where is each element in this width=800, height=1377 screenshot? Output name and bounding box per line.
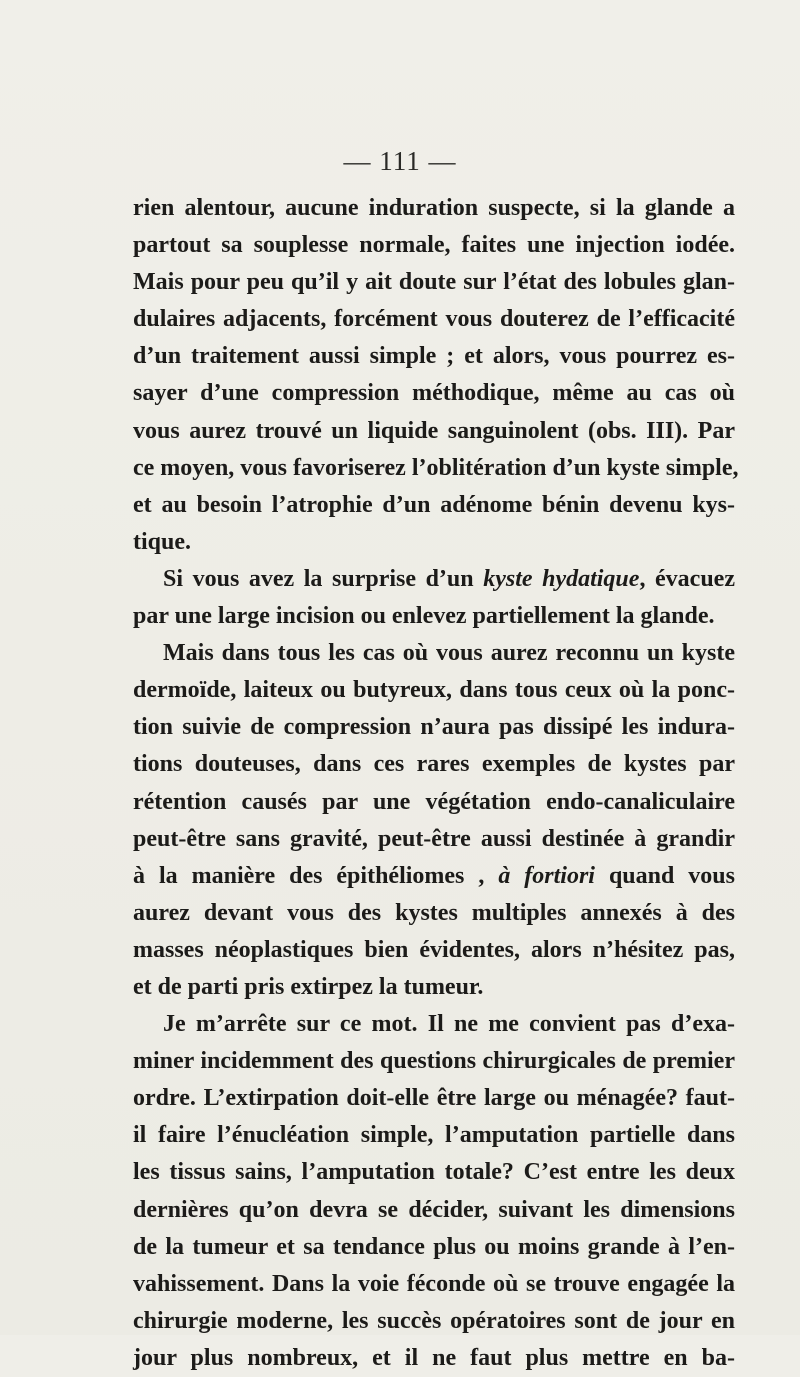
text-line: Je m’arrête sur ce mot. Il ne me convient pas d’exa- xyxy=(163,1011,735,1038)
text-run: quand vous xyxy=(594,862,735,889)
paragraph-end-line: par une large incision ou enlevez partiellement la glande. xyxy=(133,603,715,630)
text-line: miner incidemment des questions chirurgicales de premier xyxy=(133,1048,735,1075)
page-number: — 111 — xyxy=(343,146,457,176)
text-line: les tissus sains, l’amputation totale? C’est entre les deux xyxy=(133,1159,735,1186)
text-line xyxy=(133,858,735,895)
text-line: vahissement. Dans la voie féconde où se trouve engagée la xyxy=(133,1270,735,1297)
text-line: vous aurez trouvé un liquide sanguinolent (obs. III). Par xyxy=(133,417,735,444)
text-line: masses néoplastiques bien évidentes, alors n’hésitez pas, xyxy=(133,936,735,963)
text-run: , évacuez xyxy=(639,565,735,592)
text-line: ordre. L’extirpation doit-elle être large ou ménagée? faut- xyxy=(133,1085,735,1112)
text-line: de la tumeur et sa tendance plus ou moins grande à l’en- xyxy=(133,1233,735,1260)
text-run: Si vous avez la surprise d’un xyxy=(163,565,484,592)
text-line: peut-être sans gravité, peut-être aussi destinée à grandir xyxy=(133,825,735,852)
text-line: tions douteuses, dans ces rares exemples de kystes par xyxy=(133,751,735,778)
text-line: il faire l’énucléation simple, l’amputation partielle dans xyxy=(133,1122,735,1149)
text-line: Mais pour peu qu’il y ait doute sur l’état des lobules glan- xyxy=(133,269,735,296)
text-line: sayer d’une compression méthodique, même au cas où xyxy=(133,380,735,407)
text-line: partout sa souplesse normale, faites une injection iodée. xyxy=(133,232,735,259)
text-run: à la manière des épithéliomes , xyxy=(133,862,499,889)
text-line: dermoïde, laiteux ou butyreux, dans tous ceux où la ponc- xyxy=(133,677,735,704)
paragraph-end-line: et de parti pris extirpez la tumeur. xyxy=(133,973,484,1000)
text-line: aurez devant vous des kystes multiples annexés à des xyxy=(133,899,735,926)
text-line: jour plus nombreux, et il ne faut plus mettre en ba- xyxy=(133,1344,735,1371)
italic-term: kyste hydatique xyxy=(483,565,640,592)
text-line: dulaires adjacents, forcément vous douterez de l’efficacité xyxy=(133,306,735,333)
text-line: rien alentour, aucune induration suspecte, si la glande a xyxy=(133,195,735,221)
text-line: dernières qu’on devra se décider, suivant les dimensions xyxy=(133,1196,735,1223)
text-line: chirurgie moderne, les succès opératoires sont de jour en xyxy=(133,1307,735,1334)
text-line: et au besoin l’atrophie d’un adénome bénin devenu kys- xyxy=(133,491,735,518)
text-line: ce moyen, vous favoriserez l’oblitération d’un kyste simple, xyxy=(133,454,739,481)
paragraph-end-line: tique. xyxy=(133,528,192,555)
text-line: d’un traitement aussi simple ; et alors, vous pourrez es- xyxy=(133,343,735,370)
text-line: tion suivie de compression n’aura pas dissipé les indura- xyxy=(133,714,735,741)
text-line: rétention causés par une végétation endo-canaliculaire xyxy=(133,788,735,815)
text-line: Mais dans tous les cas où vous aurez reconnu un kyste xyxy=(163,640,735,667)
text-line xyxy=(133,561,735,598)
italic-term: à fortiori xyxy=(498,862,595,889)
body-text xyxy=(133,190,739,1377)
